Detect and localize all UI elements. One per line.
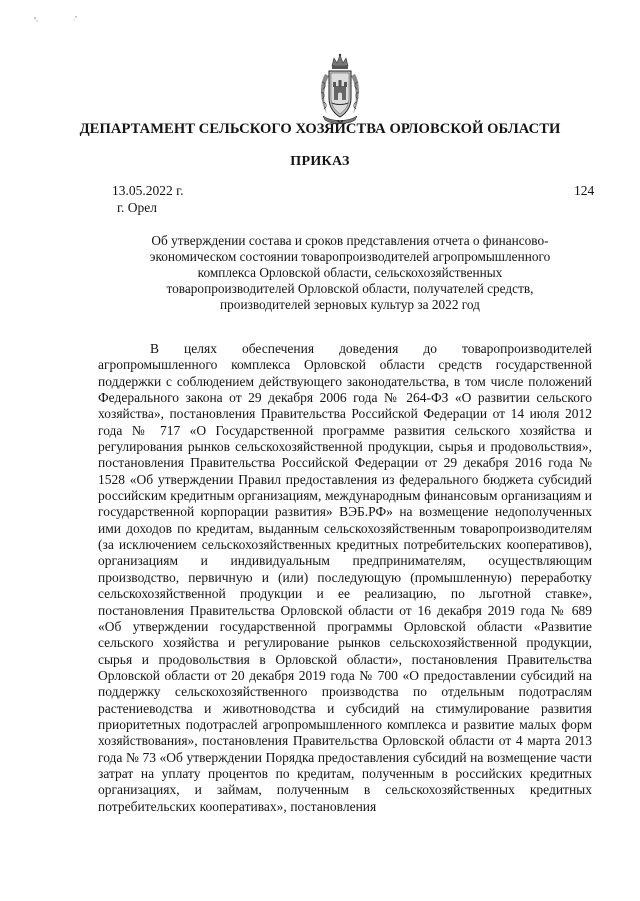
order-number: 124 bbox=[574, 183, 595, 198]
department-heading: ДЕПАРТАМЕНТ СЕЛЬСКОГО ХОЗЯЙСТВА ОРЛОВСКОЙ ОБЛАСТИ bbox=[79, 121, 561, 137]
coat-of-arms-icon bbox=[317, 52, 363, 126]
order-body-paragraph: В целях обеспечения доведения до товаропроизводителей агропромышленного комплекса Орловской области средств государственной поддержки с соблюдением действующего законодательства, в том числе положений Федерального закона от 29 декабря 2006 года № 264-ФЗ «О развитии сельского хозяйства», постановления Правительства Российской Федерации от 14 июля 2012 года № 717 «О Государственной программе развития сельского хозяйства и регулирования рынков сельскохозяйственной продукции, сырья и продовольствия», постановления Правительства Российской Федерации от 29 декабря 2016 года № 1528 «Об утверждении Правил предоставления из федерального бюджета субсидий российским кредитным организациям, международным финансовым организациям и государственной корпорации развития» ВЭБ.РФ» на возмещение недополученных ими доходов по кредитам, выданным сельскохозяйственным товаропроизводителям (за исключением сельскохозяйственных кредитных потребительских кооперативов), организациям и индивидуальным предпринимателям, осуществляющим производство, первичную и (или) последующую (промышленную) переработку сельскохозяйственной продукции и ее реализацию, по льготной ставке», постановления Правительства Орловской области от 16 декабря 2019 года № 689 «Об утверждении государственной программы Орловской области «Развитие сельского хозяйства и регулирование рынков сельскохозяйственной продукции, сырья и продовольствия в Орловской области», постановления Правительства Орловской области от 20 декабря 2019 года № 700 «О предоставлении субсидий на поддержку сельскохозяйственного производства по отдельным подотраслям растениеводства и животноводства и субсидий на стимулирование развития приоритетных подотраслей агропромышленного комплекса и развитие малых форм хозяйствования», постановления Правительства Орловской области от 4 марта 2013 года № 73 «Об утверждении Порядка предоставления субсидий на возмещение части затрат на уплату процентов по кредитам, полученным в российских кредитных организациях, и займам, полученным в сельскохозяйственных кредитных потребительских кооперативах», постановления bbox=[98, 341, 592, 814]
document-type-heading: ПРИКАЗ bbox=[290, 154, 350, 169]
scan-specks bbox=[32, 14, 92, 34]
order-date: 13.05.2022 г. bbox=[112, 183, 184, 198]
order-subject: Об утверждении состава и сроков представления отчета о финансово-экономическом состоянии товаропроизводителей агропромышленного комплекса Орловской области, сельскохозяйственных товаропроизводителей Орловской области, получателей средств, производителей зерновых культур за 2022 год bbox=[149, 233, 551, 313]
order-city: г. Орел bbox=[117, 200, 157, 215]
